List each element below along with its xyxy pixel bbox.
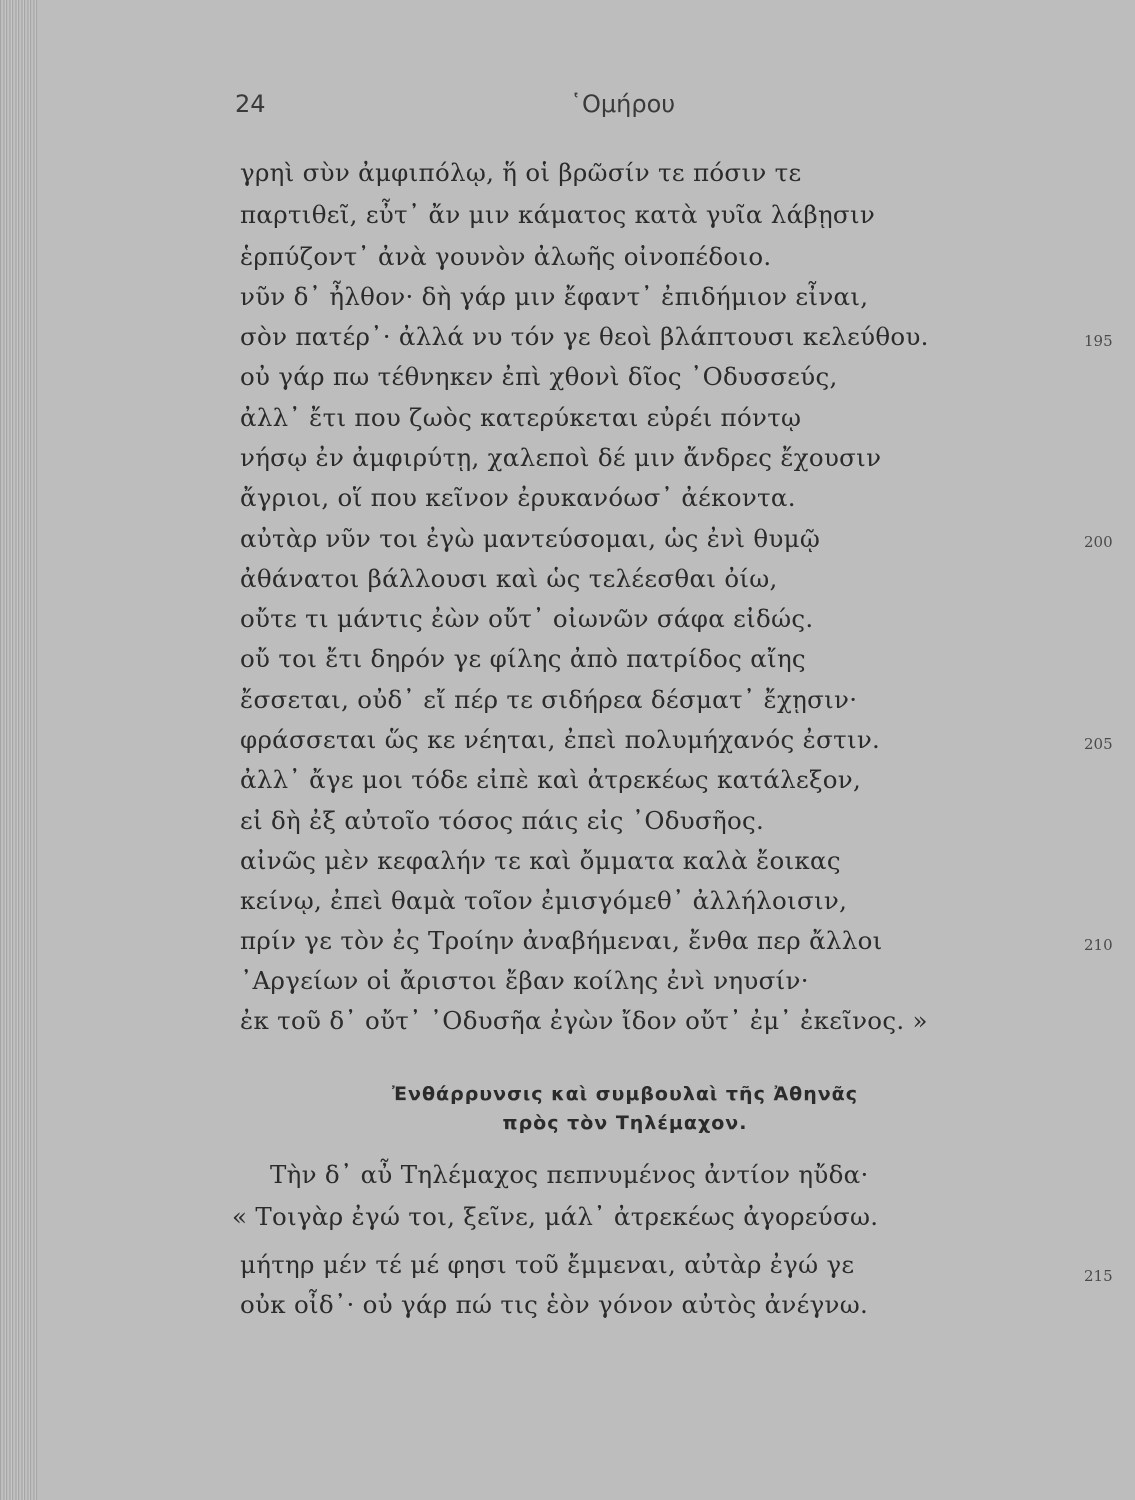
running-title: ῾Ομήρου [570,90,676,118]
line-number: 195 [1084,332,1113,350]
verse-line: ἀλλ᾽ ἔτι που ζωὸς κατερύκεται εὐρέι πόντῳ [240,403,802,432]
verse-line: ἔσσεται, οὐδ᾽ εἴ πέρ τε σιδήρεα δέσματ᾽ ἔχῃσιν· [240,685,858,714]
verse-line: αὐτὰρ νῦν τοι ἐγὼ μαντεύσομαι, ὡς ἐνὶ θυμῷ [240,524,821,553]
page-number: 24 [235,90,266,118]
verse-line: ἀλλ᾽ ἄγε μοι τόδε εἰπὲ καὶ ἀτρεκέως κατάλεξον, [240,765,862,794]
line-number: 215 [1084,1267,1113,1285]
verse-line: ἄγριοι, οἵ που κεῖνον ἐρυκανόωσ᾽ ἀέκοντα. [240,483,796,512]
section-heading-line2: πρὸς τὸν Τηλέμαχον. [502,1112,748,1134]
verse-line: φράσσεται ὥς κε νέηται, ἐπεὶ πολυμήχανός ἐστιν. [240,725,881,754]
verse-line: γρηὶ σὺν ἀμφιπόλῳ, ἥ οἱ βρῶσίν τε πόσιν τε [240,158,802,187]
verse-line: οὔτε τι μάντις ἐὼν οὔτ᾽ οἰωνῶν σάφα εἰδώς. [240,604,814,633]
verse-line: σὸν πατέρ᾽· ἀλλά νυ τόν γε θεοὶ βλάπτουσι κελεύθου. [240,322,929,351]
line-number: 200 [1084,533,1113,551]
verse-line: ἐκ τοῦ δ᾽ οὔτ᾽ ᾿Οδυσῆα ἐγὼν ἴδον οὔτ᾽ ἐμ᾽ ἐκεῖνος. » [240,1006,928,1035]
verse-line: νήσῳ ἐν ἀμφιρύτῃ, χαλεποὶ δέ μιν ἄνδρες ἔχουσιν [240,443,882,472]
verse-line: αἰνῶς μὲν κεφαλήν τε καὶ ὄμματα καλὰ ἔοικας [240,846,841,875]
verse-line: οὔ τοι ἔτι δηρόν γε φίλης ἀπὸ πατρίδος αἴης [240,644,806,673]
verse-line: ἑρπύζοντ᾽ ἀνὰ γουνὸν ἀλωῆς οἰνοπέδοιο. [240,242,772,271]
verse-line: « Τοιγὰρ ἐγώ τοι, ξεῖνε, μάλ᾽ ἀτρεκέως ἀγορεύσω. [232,1202,879,1231]
line-number: 205 [1084,735,1113,753]
verse-line: πρίν γε τὸν ἐς Τροίην ἀναβήμεναι, ἔνθα περ ἄλλοι [240,926,883,955]
section-heading-line1: Ἐνθάρρυνσις καὶ συμβουλαὶ τῆς Ἀθηνᾶς [392,1083,858,1105]
verse-line: ἀθάνατοι βάλλουσι καὶ ὡς τελέεσθαι ὀίω, [240,564,778,593]
verse-line: εἰ δὴ ἐξ αὐτοῖο τόσος πάις εἰς ᾿Οδυσῆος. [240,806,765,835]
verse-line: κείνῳ, ἐπεὶ θαμὰ τοῖον ἐμισγόμεθ᾽ ἀλλήλοισιν, [240,886,848,915]
verse-line: οὐ γάρ πω τέθνηκεν ἐπὶ χθονὶ δῖος ᾿Οδυσσεύς, [240,362,838,391]
book-page-edge [0,0,38,1500]
line-number: 210 [1084,936,1113,954]
verse-line: οὐκ οἶδ᾽· οὐ γάρ πώ τις ἑὸν γόνον αὐτὸς ἀνέγνω. [240,1290,869,1319]
verse-line: νῦν δ᾽ ἦλθον· δὴ γάρ μιν ἔφαντ᾽ ἐπιδήμιον εἶναι, [240,282,869,311]
verse-line: παρτιθεῖ, εὖτ᾽ ἄν μιν κάματος κατὰ γυῖα λάβῃσιν [240,200,876,229]
verse-line: Τὴν δ᾽ αὖ Τηλέμαχος πεπνυμένος ἀντίον ηὔδα· [270,1160,869,1189]
verse-line: ᾿Αργείων οἱ ἄριστοι ἔβαν κοίλης ἐνὶ νηυσίν· [240,966,809,995]
verse-line: μήτηρ μέν τέ μέ φησι τοῦ ἔμμεναι, αὐτὰρ ἐγώ γε [240,1250,855,1279]
